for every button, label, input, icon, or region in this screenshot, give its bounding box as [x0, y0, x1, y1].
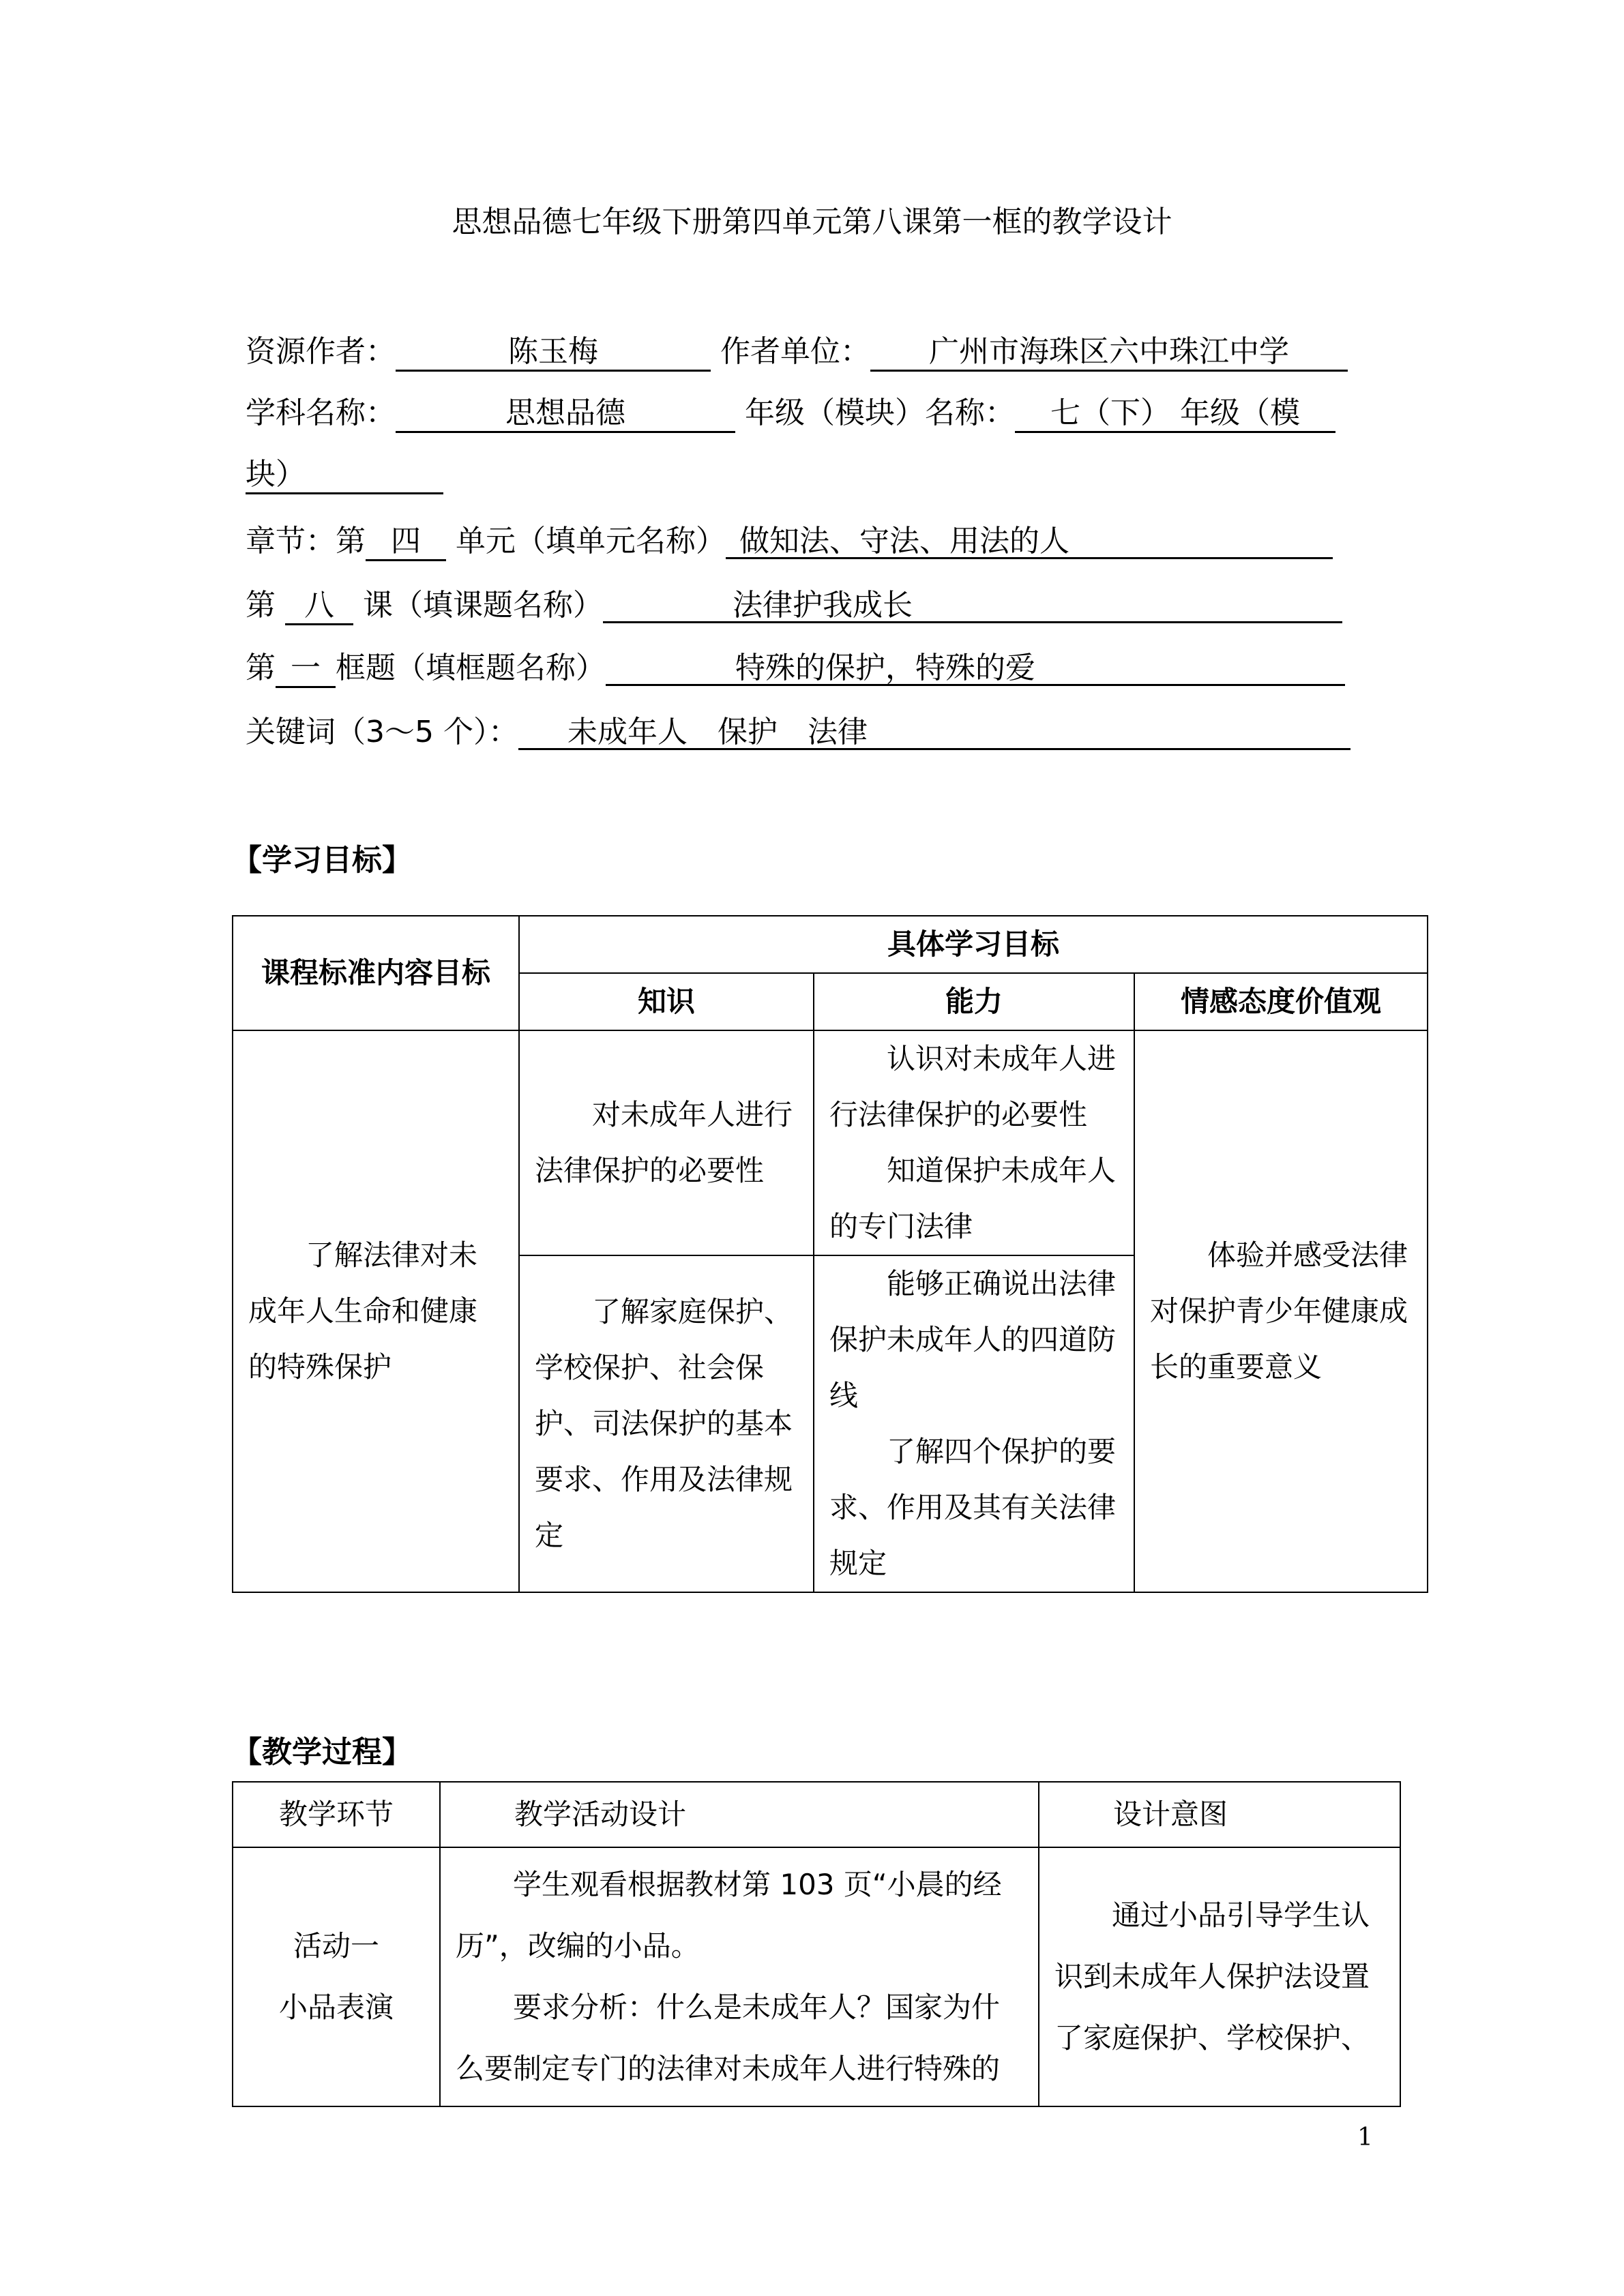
design-text-1: 学生观看根据教材第 103 页“小晨的经历”，改编的小品。: [456, 1868, 1002, 1963]
page-number: 1: [1357, 2123, 1373, 2151]
stage-cell: [233, 1847, 440, 2106]
header-stage: 教学环节: [233, 1782, 440, 1847]
chapter-mid: 单元（填单元名称）: [456, 524, 726, 558]
ability-text-2a: 能够正确说出法律保护未成年人的四道防线: [829, 1267, 1117, 1412]
author-label: 资源作者：: [246, 334, 396, 369]
standard-text: 了解法律对未成年人生命和健康的特殊保护: [248, 1238, 478, 1384]
grade-value: 七（下） 年级（模: [1015, 393, 1335, 433]
header-knowledge: 知识: [519, 973, 814, 1030]
chapter-line: [246, 521, 1378, 562]
frame-line: [246, 648, 1378, 689]
header-standard: 课程标准内容目标: [233, 916, 519, 1030]
objectives-table: [232, 915, 1428, 1593]
document-title: 思想品德七年级下册第四单元第八课第一框的教学设计: [452, 205, 1172, 239]
emotion-text: 体验并感受法律对保护青少年健康成长的重要意义: [1150, 1238, 1408, 1384]
frame-prefix: 第: [246, 651, 276, 685]
chapter-number: 四: [366, 521, 446, 561]
knowledge-cell-2: [519, 1255, 814, 1592]
unit-label: 作者单位：: [720, 334, 870, 369]
grade-cont-line: [246, 454, 1378, 495]
process-heading: 【教学过程】: [232, 1735, 412, 1770]
keywords-label: 关键词（3～5 个）：: [246, 715, 518, 749]
header-ability: 能力: [814, 973, 1134, 1030]
objectives-heading: 【学习目标】: [232, 843, 412, 878]
knowledge-text-1: 对未成年人进行法律保护的必要性: [535, 1098, 793, 1187]
subject-label: 学科名称：: [246, 396, 396, 430]
lesson-line: [246, 585, 1378, 626]
grade-value-cont: 块）: [246, 454, 443, 494]
emotion-cell: [1134, 1030, 1428, 1592]
design-cell: [440, 1847, 1039, 2106]
author-value: 陈玉梅: [396, 331, 711, 372]
header-design: 教学活动设计: [440, 1782, 1039, 1847]
grade-label: 年级（模块）名称：: [745, 396, 1015, 430]
keywords-value: 未成年人 保护 法律: [518, 712, 1350, 750]
design-text-2: 要求分析：什么是未成年人？国家为什么要制定专门的法律对未成年人进行特殊的: [456, 1991, 1001, 2085]
lesson-mid: 课（填课题名称）: [363, 588, 603, 623]
ability-cell-1: [814, 1030, 1134, 1255]
unit-value: 广州市海珠区六中珠江中学: [870, 331, 1348, 372]
header-intent: 设计意图: [1039, 1782, 1400, 1847]
stage-line-1: 活动一: [293, 1929, 379, 1963]
chapter-name: 做知法、守法、用法的人: [726, 521, 1333, 559]
ability-text-1b: 知道保护未成年人的专门法律: [829, 1154, 1117, 1243]
lesson-number: 八: [285, 585, 353, 625]
knowledge-cell-1: [519, 1030, 814, 1255]
ability-cell-2: [814, 1255, 1134, 1592]
ability-text-1a: 认识对未成年人进行法律保护的必要性: [829, 1042, 1117, 1131]
lesson-name: 法律护我成长: [603, 585, 1342, 623]
frame-number: 一: [276, 648, 336, 688]
intent-cell: [1039, 1847, 1400, 2106]
standard-cell: [233, 1030, 519, 1592]
subject-value: 思想品德: [396, 393, 735, 433]
lesson-prefix: 第: [246, 588, 276, 623]
keywords-line: [246, 712, 1378, 753]
process-table: [232, 1781, 1401, 2107]
header-emotion: 情感态度价值观: [1134, 973, 1428, 1030]
frame-mid: 框题（填框题名称）: [336, 651, 606, 685]
subject-line: [246, 393, 1378, 434]
chapter-prefix: 章节：第: [246, 524, 366, 558]
knowledge-text-2: 了解家庭保护、学校保护、社会保护、司法保护的基本要求、作用及法律规定: [535, 1295, 793, 1552]
intent-text: 通过小品引导学生认识到未成年人保护法设置了家庭保护、学校保护、: [1054, 1898, 1370, 2055]
author-line: [246, 331, 1378, 372]
stage-line-2: 小品表演: [278, 1991, 394, 2024]
frame-name: 特殊的保护，特殊的爱: [606, 648, 1345, 686]
header-specific: 具体学习目标: [519, 916, 1428, 973]
ability-text-2b: 了解四个保护的要求、作用及其有关法律规定: [829, 1435, 1117, 1580]
